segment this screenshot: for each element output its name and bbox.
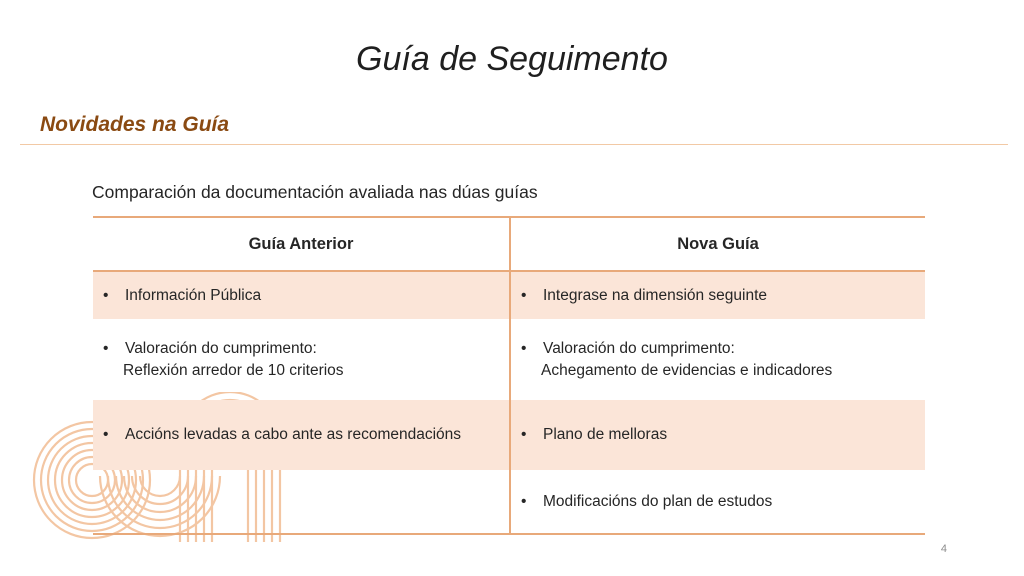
bullet-icon: • bbox=[521, 426, 527, 443]
cell-text-block bbox=[103, 338, 344, 382]
cell-text: Integrase na dimensión seguinte bbox=[543, 286, 768, 304]
cell-text-block bbox=[521, 338, 832, 382]
table-cell bbox=[509, 400, 925, 470]
header-cell-new-guide: Nova Guía bbox=[509, 218, 925, 270]
bullet-icon: • bbox=[103, 339, 109, 357]
bullet-icon: • bbox=[103, 426, 109, 443]
table-cell bbox=[509, 272, 925, 319]
cell-text: Valoración do cumprimento: bbox=[125, 339, 317, 357]
table-row bbox=[93, 272, 925, 319]
cell-text: Modificacións do plan de estudos bbox=[543, 492, 773, 510]
table-row bbox=[93, 400, 925, 470]
cell-text: Plano de melloras bbox=[543, 426, 668, 443]
divider-line bbox=[20, 144, 1008, 145]
cell-text: Información Pública bbox=[125, 286, 262, 304]
table-cell bbox=[93, 319, 509, 400]
intro-text: Comparación da documentación avaliada nas dúas guías bbox=[92, 182, 538, 202]
table-row bbox=[93, 319, 925, 400]
table-row bbox=[93, 470, 925, 533]
table-cell bbox=[93, 400, 509, 470]
table-cell bbox=[509, 319, 925, 400]
bullet-icon: • bbox=[521, 286, 527, 304]
slide-subtitle: Novidades na Guía bbox=[40, 113, 230, 136]
header-cell-previous-guide: Guía Anterior bbox=[248, 234, 354, 253]
bullet-icon: • bbox=[521, 339, 527, 357]
page-number: 4 bbox=[940, 543, 947, 555]
table-cell-empty bbox=[93, 470, 509, 533]
cell-text-continuation: Achegamento de evidencias e indicadores bbox=[541, 361, 833, 379]
slide-title: Guía de Seguimento bbox=[356, 40, 668, 78]
table-header-row bbox=[93, 218, 925, 272]
cell-text: Accións levadas a cabo ante as recomendacións bbox=[125, 426, 462, 443]
bullet-icon: • bbox=[103, 286, 109, 304]
table-cell bbox=[93, 272, 509, 319]
cell-text-continuation: Reflexión arredor de 10 criterios bbox=[123, 361, 344, 379]
comparison-table bbox=[93, 216, 925, 535]
table-cell bbox=[509, 470, 925, 533]
bullet-icon: • bbox=[521, 492, 527, 510]
cell-text: Valoración do cumprimento: bbox=[543, 339, 735, 357]
